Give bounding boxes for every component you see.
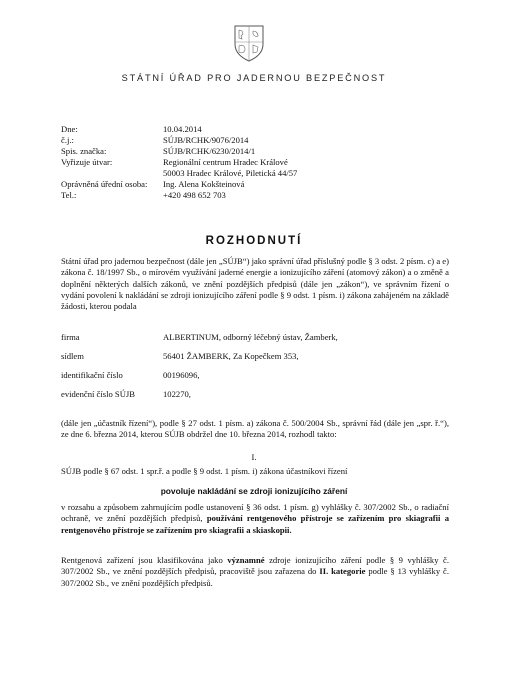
meta-row: [61, 190, 297, 201]
document-heading: ROZHODNUTÍ: [205, 235, 303, 247]
meta-row: [61, 179, 297, 190]
intro-paragraph: Státní úřad pro jadernou bezpečnost (dále jen „SÚJB“) jako správní úřad příslušný podle § 3 odst. 2 písm. c) a e) zákona č. 18/1997 Sb., o mírovém využívání jaderné energie a ionizujícího záření (atomový zákon) a o změně a doplnění některých dalších zákonů, ve znění pozdějších předpisů (dále jen „zákon“), ve správním řízení o vydání povolení k nakládání se zdroji ionizujícího záření podle § 9 odst. 1 písm. i) zákona zahájeném na základě žádosti, kterou podala: [61, 256, 449, 312]
meta-value: +420 498 652 703: [163, 190, 226, 200]
office-name: STÁTNÍ ÚŘAD PRO JADERNOU BEZPEČNOST: [121, 73, 387, 83]
party-value: 102270,: [163, 389, 191, 399]
grant-paragraph: SÚJB podle § 67 odst. 1 spr.ř. a podle § 9 odst. 1 písm. i) zákona účastníkovi řízení: [61, 466, 348, 476]
meta-row: [61, 146, 297, 157]
classification-text: Rentgenová zařízení jsou klasifikována jako: [61, 555, 228, 565]
party-row: [61, 389, 338, 408]
party-key: sídlem: [61, 351, 84, 361]
party-row: [61, 370, 338, 389]
czech-coat-of-arms-icon: [232, 22, 266, 62]
section-number: I.: [251, 452, 257, 462]
meta-value: Ing. Alena Kokšteinová: [163, 179, 245, 189]
meta-value: Regionální centrum Hradec Králové: [163, 157, 288, 167]
meta-value: SÚJB/RCHK/6230/2014/1: [163, 146, 256, 156]
meta-value: 50003 Hradec Králové, Piletická 44/57: [163, 168, 298, 178]
meta-row: [61, 135, 297, 146]
scope-text: v rozsahu a způsobem zahrnujícím podle ustanovení § 36 odst. 1 písm. g) vyhlášky č. 307/2002 Sb., o radiační ochraně, ve znění pozdějších předpisů,: [61, 502, 449, 524]
meta-value: SÚJB/RCHK/9076/2014: [163, 135, 249, 145]
document-metadata: [61, 124, 297, 201]
classification-text: podle § 13 vyhlášky č. 307/2002 Sb., ve znění pozdějších předpisů.: [61, 566, 449, 588]
meta-row: [61, 157, 297, 168]
party-key: evidenční číslo SÚJB: [61, 389, 135, 399]
meta-key: Vyřizuje útvar:: [61, 157, 113, 167]
meta-key: Oprávněná úřední osoba:: [61, 179, 148, 189]
party-value: 00196096,: [163, 370, 200, 380]
classification-paragraph: [61, 555, 449, 589]
party-value: 56401 ŽAMBERK, Za Kopečkem 353,: [163, 351, 299, 361]
decision-subheading: povoluje nakládání se zdroji ionizujícího záření: [160, 486, 348, 496]
meta-key: [61, 168, 163, 179]
party-key: identifikační číslo: [61, 370, 123, 380]
party-key: firma: [61, 332, 80, 342]
scope-paragraph: [61, 502, 449, 536]
meta-value: 10.04.2014: [163, 124, 202, 134]
participants-paragraph: (dále jen „účastník řízení“), podle § 27 odst. 1 písm. a) zákona č. 500/2004 Sb., správní řád (dále jen „spr. ř.“), ze dne 6. března 2014, kterou SÚJB obdržel dne 10. března 2014, rozhodl takto:: [61, 418, 449, 440]
meta-row: [61, 168, 297, 179]
meta-row: [61, 124, 297, 135]
party-details: [61, 332, 338, 408]
meta-key: Dne:: [61, 124, 78, 134]
meta-key: Spis. značka:: [61, 146, 107, 156]
party-value: ALBERTINUM, odborný léčebný ústav, Žamberk,: [163, 332, 338, 342]
classification-text: zdroje ionizujícího záření podle § 9 vyhlášky č. 307/2002 Sb., ve znění pozdějších předpisů, pracoviště jsou zařazena do: [61, 555, 449, 577]
scope-bold-text: používání rentgenového přístroje se zařízením pro skiagrafii a rentgenového přístroje se zařízením pro skiagrafii a skiaskopii.: [61, 513, 449, 535]
classification-bold-text: II. kategorie: [319, 566, 366, 577]
classification-bold-text: významné: [227, 555, 265, 565]
party-row: [61, 351, 338, 370]
party-row: [61, 332, 338, 351]
meta-key: č.j.:: [61, 135, 74, 145]
meta-key: Tel.:: [61, 190, 77, 200]
